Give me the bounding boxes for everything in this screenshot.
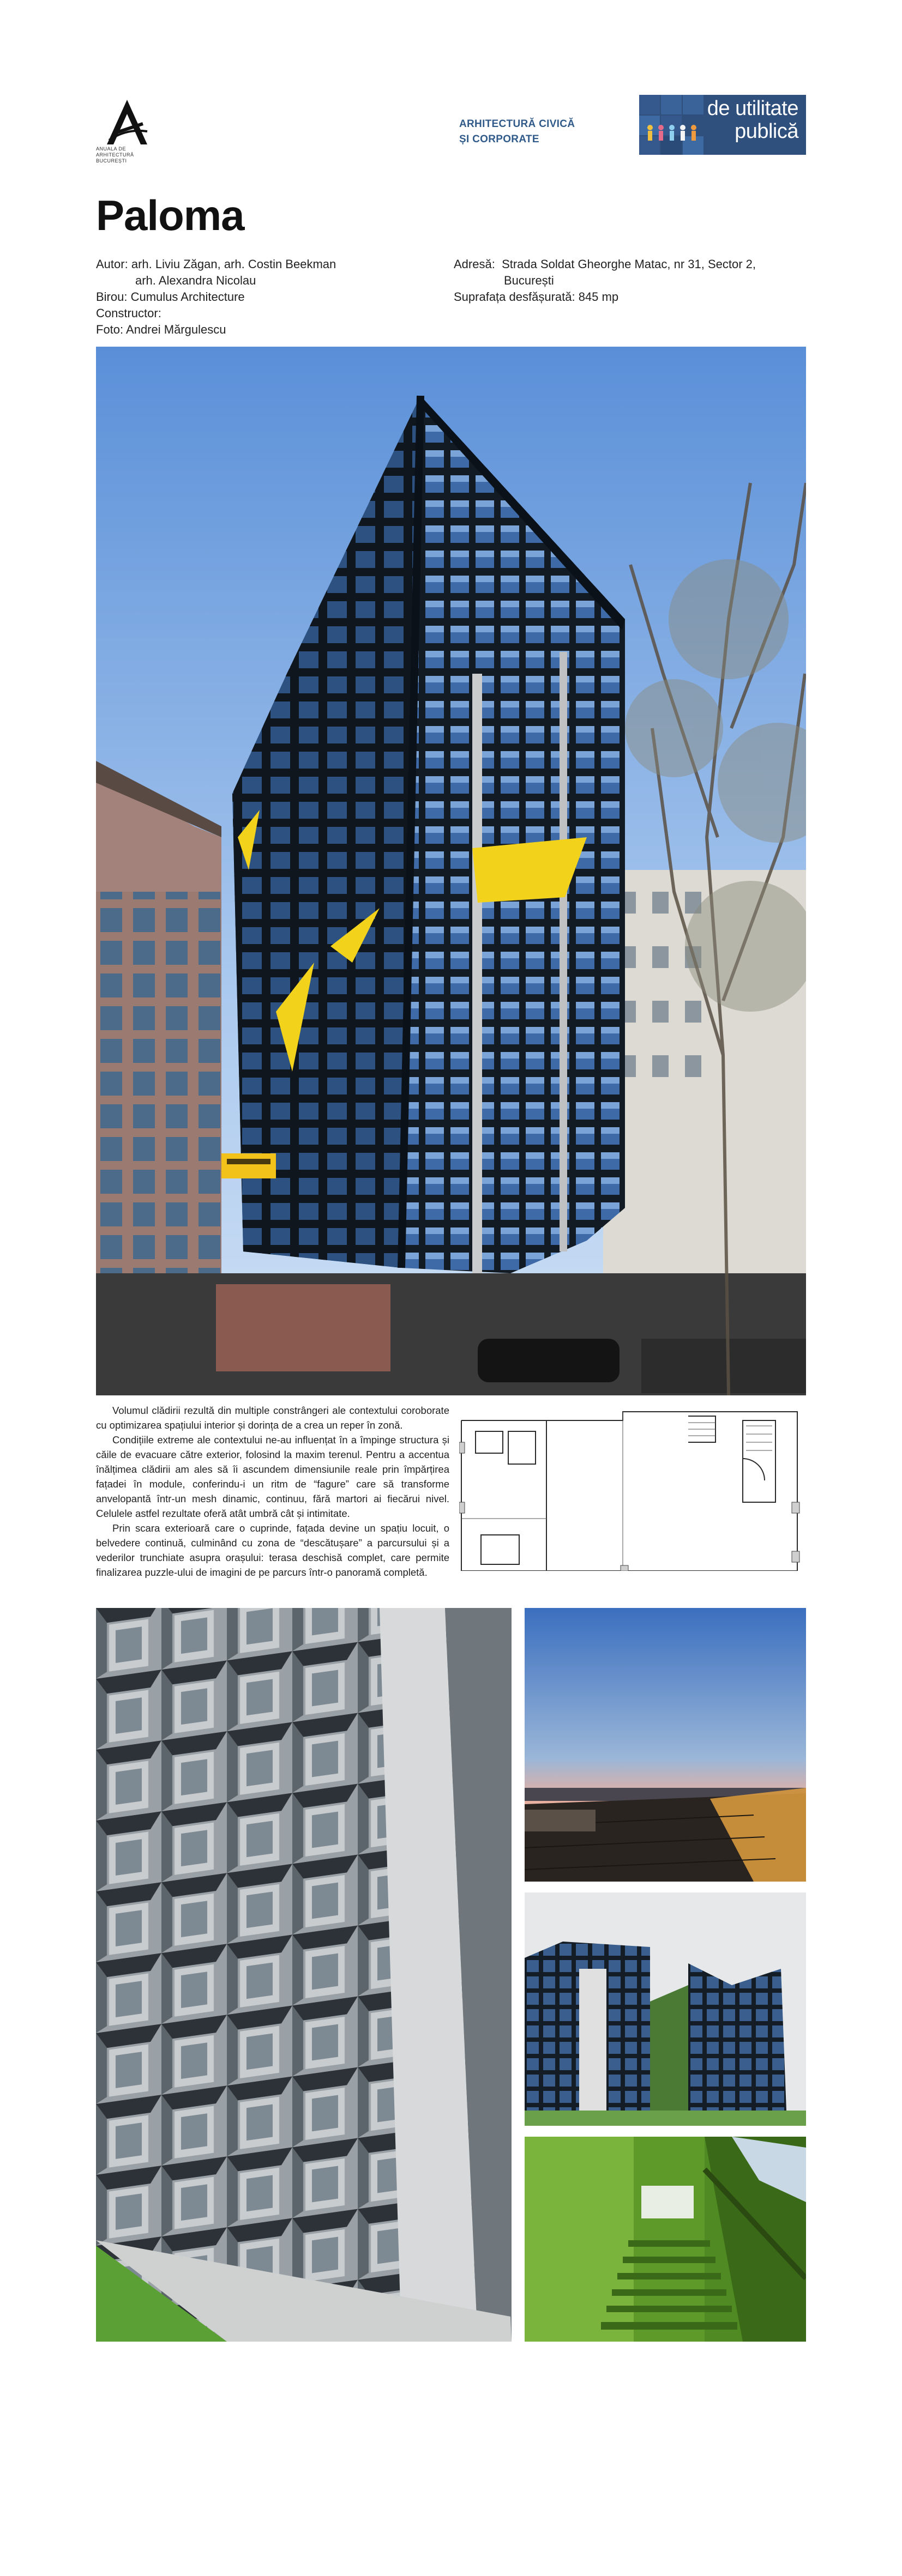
floor-plan-illustration xyxy=(459,1410,806,1571)
description-paragraph-1: Volumul clădirii rezultă din multiple constrângeri ale contextului coroborate cu optimizarea spațiului interior și dorința de a crea un reper în zonă. xyxy=(96,1405,449,1431)
category-line-2: ȘI CORPORATE xyxy=(459,134,539,145)
project-title: Paloma xyxy=(96,191,244,239)
project-description xyxy=(96,1403,449,1580)
project-credits xyxy=(96,256,445,338)
facade-detail-photo xyxy=(96,1608,512,2342)
badge-text xyxy=(657,97,798,143)
floor-plan-drawing xyxy=(459,1410,806,1571)
category-line-1: ARHITECTURĂ CIVICĂ xyxy=(459,118,575,130)
building-volumes-illustration xyxy=(525,1892,806,2126)
roof-terrace-photo xyxy=(525,1608,806,1882)
author-label: Autor: xyxy=(96,257,128,271)
badge-line-2: publică xyxy=(735,120,798,143)
address-line-1: Strada Soldat Gheorghe Matac, nr 31, Sector 2, xyxy=(502,257,756,271)
green-stairs-illustration xyxy=(525,2137,806,2342)
photo-credit: Foto: Andrei Mărgulescu xyxy=(96,323,226,336)
project-info xyxy=(454,256,808,305)
badge-line-1: de utilitate xyxy=(707,97,798,120)
address-label: Adresă: xyxy=(454,257,495,271)
author-line-2: arh. Alexandra Nicolau xyxy=(135,274,256,287)
main-photo-illustration xyxy=(96,347,806,1395)
green-stairs-photo xyxy=(525,2137,806,2342)
builder-line: Constructor: xyxy=(96,306,161,320)
logo-icon xyxy=(97,95,157,150)
area-line: Suprafața desfășurată: 845 mp xyxy=(454,290,619,304)
building-exterior-photo xyxy=(96,347,806,1395)
category-label xyxy=(459,117,575,147)
description-paragraph-2: Condițiile extreme ale contextului ne-au influențat în a împinge structura și căile de evacuare către exterior, folosind la maxim terenul. Pentru a accentua înălțimea clădirii am ales să îi ascundem dimensiunile reale prin împărțirea fațadei în module, conferindu-i un ritm de “fagure” care să transforme anvelopantă într-un mesh dinamic, continuu, fără martori ai fiecărui nivel. Celulele astfel rezultate oferă atât umbră cât și intimitate. xyxy=(96,1434,449,1519)
facade-detail-illustration xyxy=(96,1608,512,2342)
roof-terrace-illustration xyxy=(525,1608,806,1882)
building-volumes-photo xyxy=(525,1892,806,2126)
author-row xyxy=(96,256,445,273)
address-row xyxy=(454,256,808,273)
office-line: Birou: Cumulus Architecture xyxy=(96,290,245,304)
logo-caption: ANUALA DE ARHITECTURĂ BUCUREȘTI xyxy=(96,146,134,164)
author-line-1: arh. Liviu Zăgan, arh. Costin Beekman xyxy=(131,257,336,271)
description-paragraph-3: Prin scara exterioară care o cuprinde, fațada devine un spațiu locuit, o belvedere continuă, culminând cu zona de “descătușare” a parcursului și a vederilor trunchiate asupra orașului: terasa deschisă complet, care permite finalizarea puzzle-ului de imagini de pe parcurs într-o panoramă completă. xyxy=(96,1522,449,1578)
address-line-2: București xyxy=(504,274,554,287)
public-utility-badge xyxy=(639,95,806,155)
